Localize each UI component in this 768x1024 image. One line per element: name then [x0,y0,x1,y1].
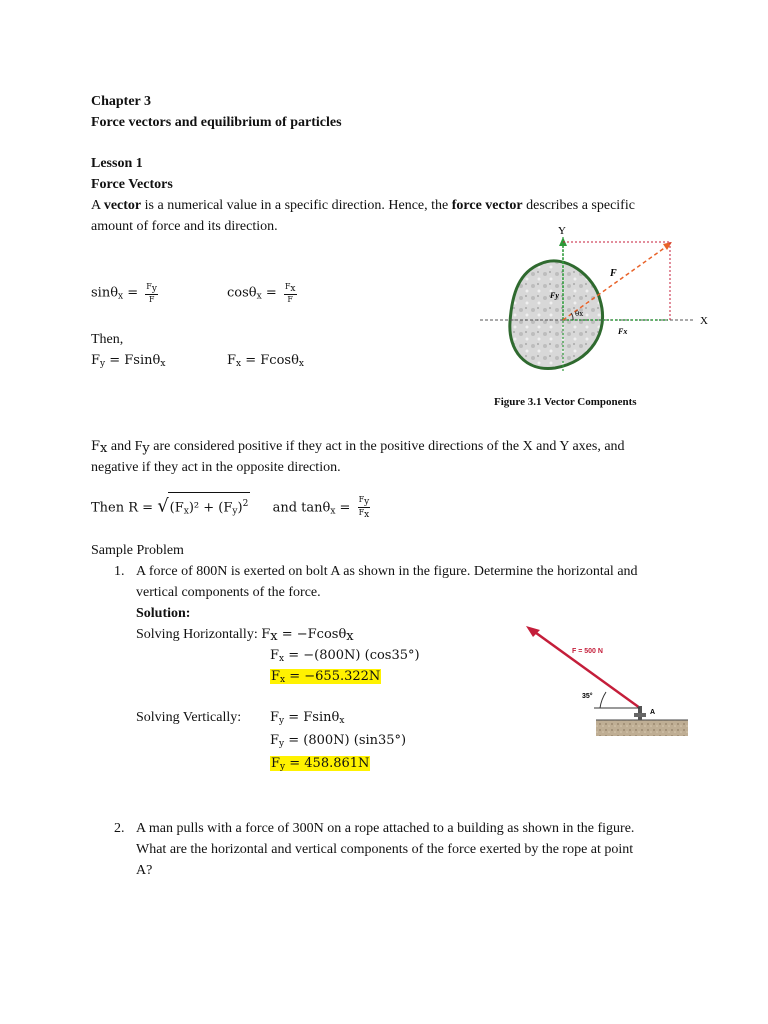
v1-rhs: = Fsinθ [284,710,340,725]
frac-num: F [146,282,152,291]
sub-y: y [232,506,238,517]
fy-symbol: F [270,710,280,725]
h3-rhs: = −655.322N [285,669,381,684]
force-label: F = 500 N [572,648,603,655]
fraction-fx-f [284,282,297,304]
frac-num-sub: y [151,284,157,294]
frac-num: F [358,495,365,505]
fy-label: Fy [550,291,559,300]
fraction-fy-f [145,282,158,304]
eq-sign: = [123,285,143,301]
problem1-number: 1. [114,564,125,579]
vertical-line1 [270,708,344,731]
eq-sign: = [261,285,281,301]
problem1-line2: vertical components of the force. [136,585,321,600]
fy-symbol: F [270,733,280,748]
horizontal-line1 [136,625,354,647]
figure-caption: Figure 3.1 Vector Components [494,396,637,408]
force-arrowhead [663,242,672,250]
ground-block [596,720,688,736]
fx-rhs: = Fcosθ [241,353,299,368]
then-label: Then, [91,332,124,347]
sign-text: are considered positive if they act in the positive directions of the X and Y axes, and [149,439,625,454]
sub-y: y [142,441,150,456]
cos-lhs: cosθ [227,285,257,301]
problem2-line3: A? [136,863,153,878]
fx-label: Fx [618,327,628,336]
fy-rhs: = Fsinθ [105,353,161,368]
angle-label: 35° [582,693,593,700]
angle-arc [600,692,606,708]
then-r: Then R = [91,500,158,516]
sub-y: y [280,762,286,772]
vertical-answer [270,754,370,777]
sub-y: y [279,716,285,726]
sub-y: y [100,359,106,369]
v3-rhs: = 458.861N [285,756,370,771]
sub-x: x [256,291,262,302]
frac-num: F [284,282,291,291]
fx-symbol: F [271,669,281,684]
fy-symbol: F [91,353,101,368]
v2-rhs: = (800N) (sin35°) [284,733,407,748]
highlight-fy-answer [270,756,370,771]
problem2-number: 2. [114,821,125,836]
vertical-line2 [270,731,406,754]
figure-vector-components [470,222,720,382]
eq-sign: = [335,500,355,516]
h2-rhs: = −(800N) (cos35°) [284,648,420,663]
fy-symbol: F [271,756,281,771]
frac-num-sub: x [290,284,296,294]
sample-heading: Sample Problem [91,543,184,558]
horizontal-label: Solving Horizontally: [136,627,262,642]
chapter-subtitle: Force vectors and equilibrium of particles [91,115,342,130]
sub-x: x [298,359,304,369]
sub-x: x [183,506,189,517]
and-tan: and tanθ [272,500,331,516]
horizontal-line2 [270,646,420,669]
resultant-formula [91,492,370,522]
h1-rhs: = −Fcosθ [277,627,347,642]
fraction-fy-fx [358,495,371,520]
fy-formula [91,351,165,374]
figure-bolt-force [520,620,695,745]
chapter-title: Chapter 3 [91,94,152,109]
paren-close: ) [237,500,243,516]
intro-text-c: describes a specific [522,198,635,213]
intro-bold-force-vector: force vector [451,198,523,213]
squared: 2 [242,499,249,509]
sub-x: x [339,716,345,726]
radical-sign: √ [157,495,169,517]
bolt-nut [634,713,646,717]
intro-bold-vector: vector [103,198,142,213]
sub-x: x [330,506,336,517]
frac-num-sub: y [364,497,370,508]
vertical-label: Solving Vertically: [136,710,242,725]
fx-symbol: F [227,353,237,368]
mid-expr: )² + (F [188,500,233,516]
fx-formula [227,351,304,374]
frac-den: F [287,295,293,304]
lesson-topic: Force Vectors [91,177,173,192]
sin-lhs: sinθ [91,285,119,301]
sub-x: x [118,291,124,302]
sub-y: y [279,739,285,749]
fx-symbol: F [270,648,280,663]
sub-x: x [270,629,278,644]
problem2-line1: A man pulls with a force of 300N on a rope attached to a building as shown in the figure. [136,821,635,836]
lesson-number: Lesson 1 [91,156,143,171]
intro-paragraph-line1 [91,196,635,216]
frac-den: F [148,295,155,304]
f-label: F [610,268,617,279]
problem2-line2: What are the horizontal and vertical components of the force exerted by the rope at point [136,842,634,857]
intro-text-a: A [91,198,104,213]
frac-den: F [358,508,365,518]
sign-paragraph-line1 [91,437,625,459]
sub-x: x [160,359,166,369]
sub-x: x [280,675,286,685]
intro-text-b: is a numerical value in a specific direction. Hence, the [141,198,452,213]
theta-label: θx [575,310,584,318]
sin-formula [91,282,158,307]
fx-symbol: F [91,439,101,454]
problem1-line1: A force of 800N is exerted on bolt A as shown in the figure. Determine the horizontal and [136,564,638,579]
sub-x: x [236,359,242,369]
y-axis-label: Y [558,225,566,237]
sub-x: x [100,441,108,456]
frac-den-sub: x [364,510,370,521]
paren-open: (F [169,500,184,516]
radicand [168,492,251,522]
highlight-fx-answer [270,669,381,684]
rigid-body-shape [510,261,603,369]
cos-formula [227,282,297,307]
sub-x: x [279,654,285,664]
intro-paragraph-line2: amount of force and its direction. [91,219,278,234]
solution-label: Solution: [136,606,191,621]
sub-x: x [346,629,354,644]
fx-symbol: F [261,627,271,642]
point-a-label: A [650,709,656,716]
sign-and: and F [107,439,143,454]
horizontal-answer [270,667,381,690]
x-axis-label: X [700,315,708,327]
sign-paragraph-line2: negative if they act in the opposite direction. [91,460,341,475]
